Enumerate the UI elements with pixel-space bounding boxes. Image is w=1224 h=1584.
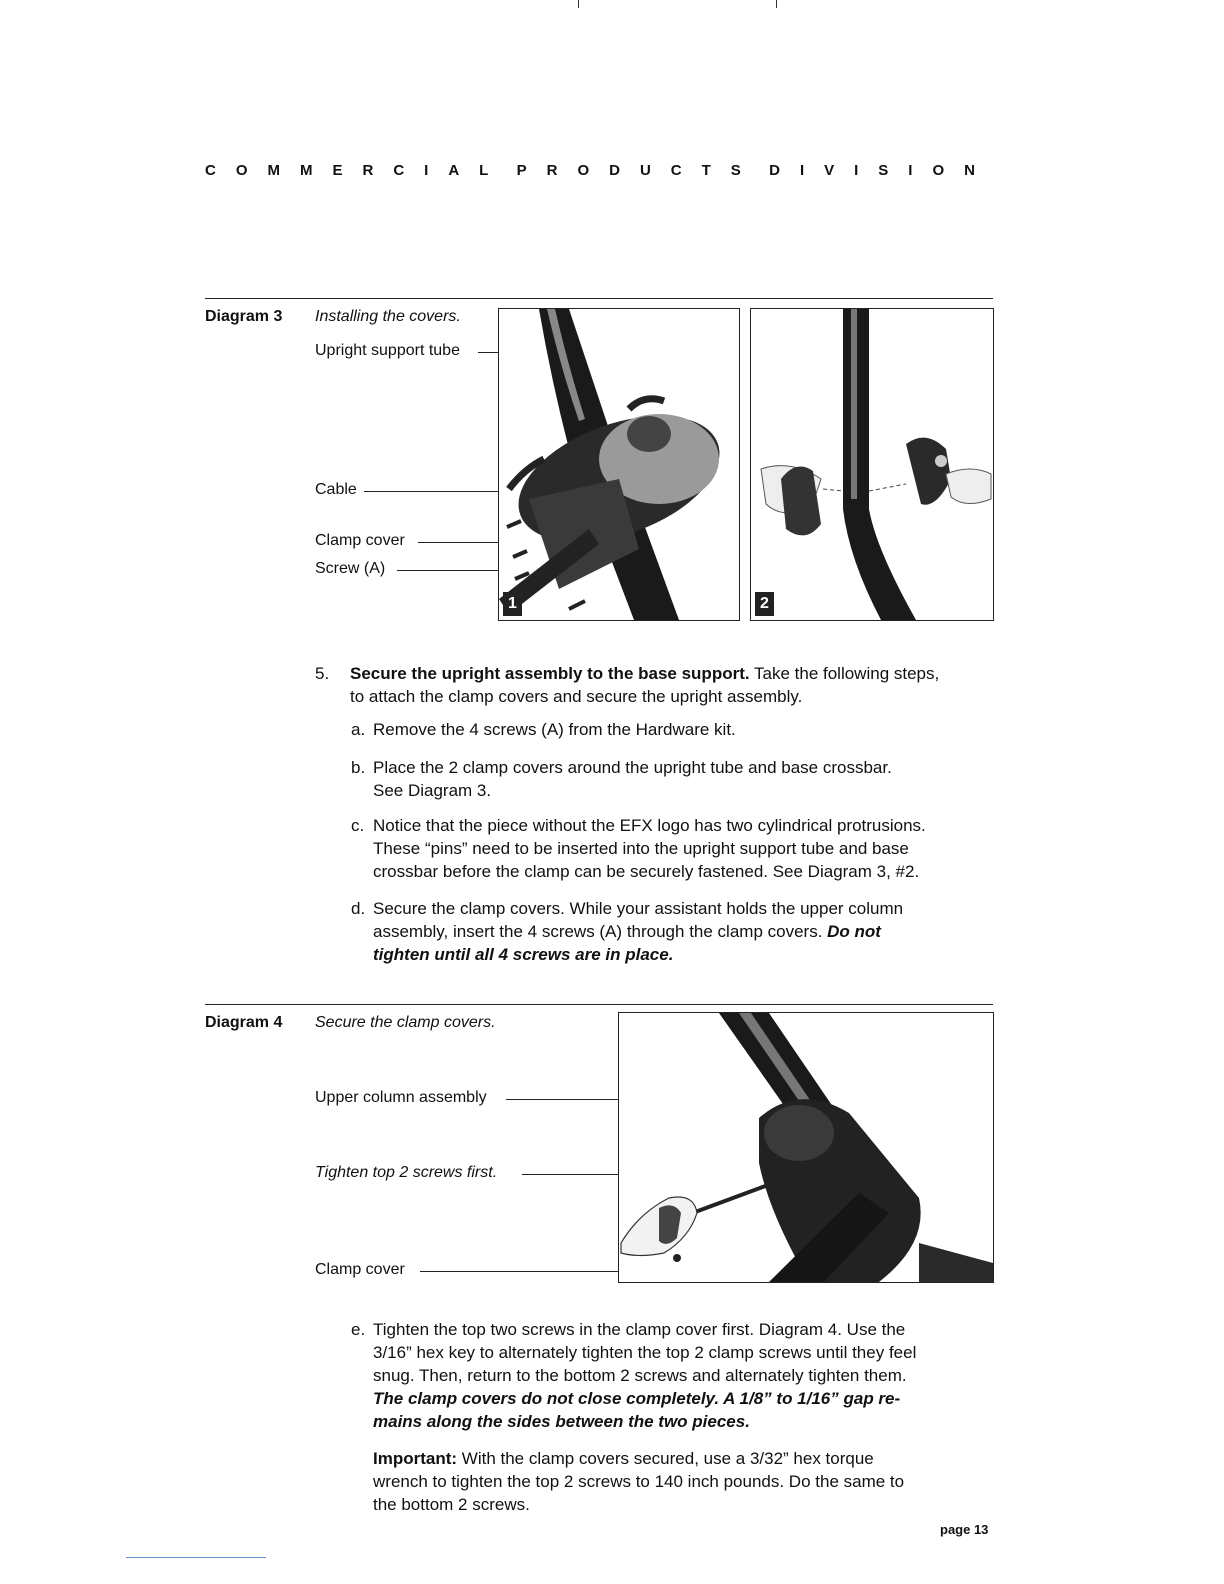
callout-cable: Cable [315, 481, 357, 498]
substep-b-line-2: See Diagram 3. [373, 781, 492, 800]
step-e-line-3: snug. Then, return to the bottom 2 screws and alternately tighten them. [373, 1366, 907, 1385]
important-lead: Important: [373, 1449, 458, 1468]
diagram-4-photo [618, 1012, 994, 1283]
footer-rule [126, 1557, 266, 1558]
step-5-text: Take the following steps, [749, 664, 940, 683]
step-e-warning-line-2: mains along the sides between the two pieces. [373, 1412, 750, 1431]
substep-c-line-2: These “pins” need to be inserted into the upright support tube and base [373, 839, 909, 858]
header-word: COMMERCIAL [205, 162, 509, 179]
step-e-mark: e. [351, 1320, 366, 1339]
page-number: page 13 [940, 1522, 989, 1537]
leader-line [397, 570, 514, 571]
substep-c-line-1: Notice that the piece without the EFX logo has two cylindrical protrusions. [373, 816, 926, 835]
substep-a-text: Remove the 4 screws (A) from the Hardware kit. [373, 720, 736, 739]
header-word: PRODUCTS [516, 162, 761, 179]
important-line-2: wrench to tighten the top 2 screws to 140 inch pounds. Do the same to [373, 1472, 905, 1491]
diagram-3-photo-1 [498, 308, 740, 621]
step-e-line-2: 3/16” hex key to alternately tighten the top 2 clamp screws until they feel [373, 1343, 917, 1362]
substep-d-line-2 [373, 920, 881, 943]
substep-c-mark: c. [351, 816, 365, 835]
diagram-3-photo-2 [750, 308, 994, 621]
scan-mark [578, 0, 579, 8]
substep-d-warning: Do not [827, 922, 881, 941]
step-e-warning-line-1: The clamp covers do not close completely. A 1/8” to 1/16” gap re- [373, 1389, 901, 1408]
step-5-number: 5. [315, 664, 330, 683]
photo-number-badge: 1 [503, 592, 522, 616]
substep-d-line-1: Secure the clamp covers. While your assistant holds the upper column [373, 899, 904, 918]
photo-number-badge: 2 [755, 592, 774, 616]
callout-clamp-cover: Clamp cover [315, 1261, 405, 1278]
diagram-4-caption: Secure the clamp covers. [315, 1014, 496, 1031]
callout-screw-a: Screw (A) [315, 560, 386, 577]
step-e-line-1: Tighten the top two screws in the clamp cover first. Diagram 4. Use the [373, 1320, 906, 1339]
step-5-line-1 [350, 662, 995, 685]
substep-d-mark: d. [351, 899, 366, 918]
callout-clamp-cover: Clamp cover [315, 532, 405, 549]
substep-c-line-3: crossbar before the clamp can be securely fastened. See Diagram 3, #2. [373, 862, 920, 881]
step-5-line-2: to attach the clamp covers and secure the upright assembly. [350, 687, 803, 706]
division-header [205, 162, 995, 179]
important-line-1 [373, 1447, 874, 1470]
section-rule [205, 1004, 993, 1005]
section-rule [205, 298, 993, 299]
step-5-lead: Secure the upright assembly to the base support. [350, 664, 750, 683]
substep-b-line-1: Place the 2 clamp covers around the upright tube and base crossbar. [373, 758, 892, 777]
leader-line [364, 491, 514, 492]
important-text: With the clamp covers secured, use a 3/32” hex torque [457, 1449, 874, 1468]
diagram-3-label: Diagram 3 [205, 308, 283, 325]
substep-a-mark: a. [351, 720, 366, 739]
diagram-3-caption: Installing the covers. [315, 308, 461, 325]
callout-tighten-top-screws: Tighten top 2 screws first. [315, 1164, 498, 1181]
important-line-3: the bottom 2 screws. [373, 1495, 530, 1514]
substep-d-warning-line: tighten until all 4 screws are in place. [373, 945, 674, 964]
header-word: DIVISION [769, 162, 995, 179]
callout-upright-support-tube: Upright support tube [315, 342, 460, 359]
callout-upper-column-assembly: Upper column assembly [315, 1089, 487, 1106]
diagram-4-label: Diagram 4 [205, 1014, 283, 1031]
substep-b-mark: b. [351, 758, 366, 777]
substep-d-text: assembly, insert the 4 screws (A) through the clamp covers. [373, 922, 828, 941]
scan-mark [776, 0, 777, 8]
